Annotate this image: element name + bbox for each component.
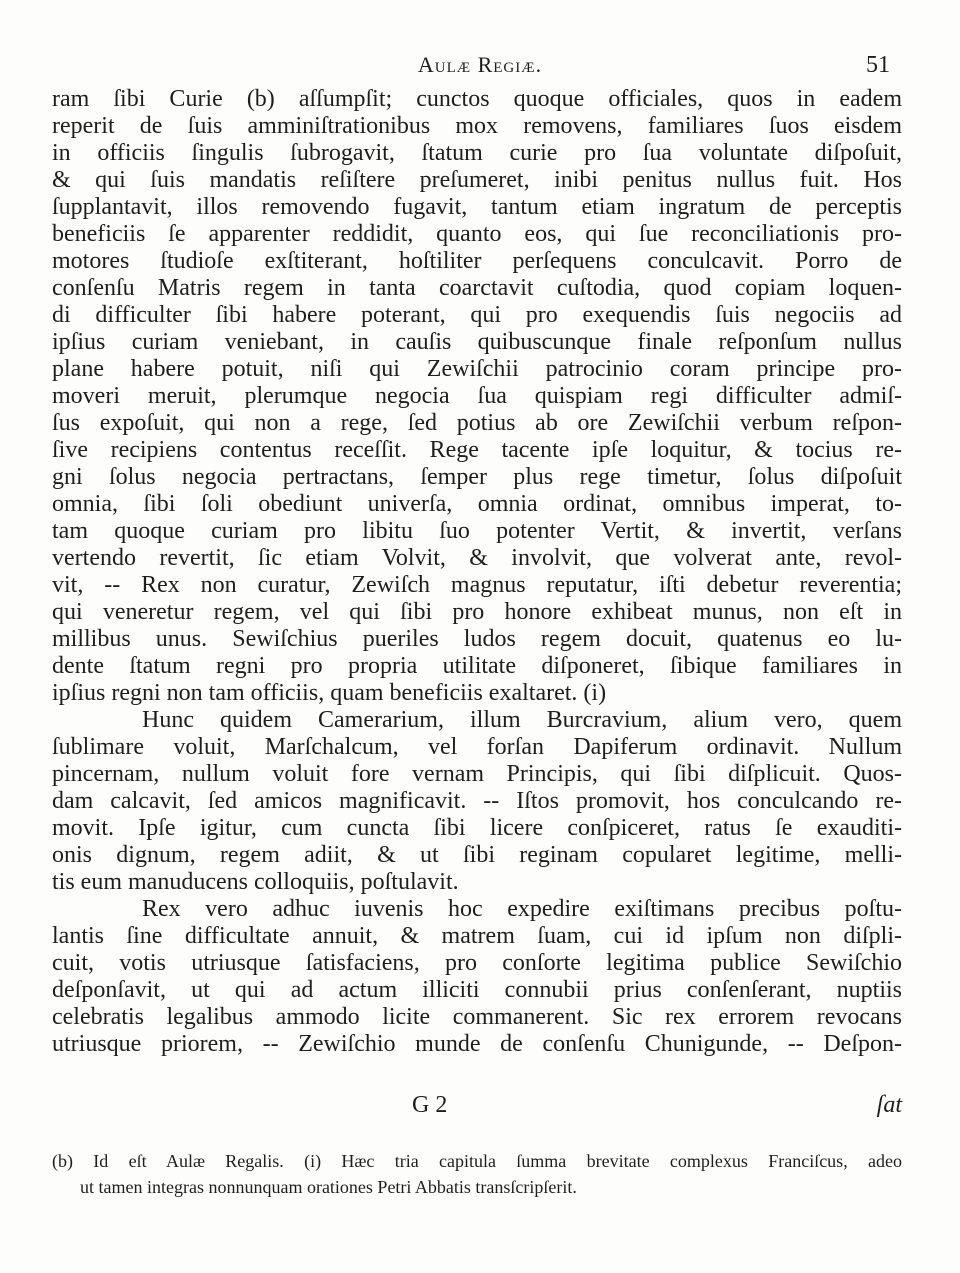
paragraph-start-line: Hunc quidem Camerarium, illum Burcravium, alium vero, quem <box>142 707 902 733</box>
text-line: moveri meruit, plerumque negocia ſua quispiam regi difficulter admiſ- <box>52 383 902 409</box>
text-line: pincernam, nullum voluit fore vernam Principis, qui ſibi diſplicuit. Quos- <box>52 761 902 787</box>
text-line: ſublimare voluit, Marſchalcum, vel forſan Dapiferum ordinavit. Nullum <box>52 734 902 760</box>
footnotes <box>52 1148 902 1200</box>
text-line: celebratis legalibus ammodo licite commanerent. Sic rex errorem revocans <box>52 1004 902 1030</box>
text-line: dam calcavit, ſed amicos magnificavit. -- Iſtos promovit, hos conculcando re- <box>52 788 902 814</box>
body-text <box>52 86 902 1058</box>
text-line: tis eum manuducens colloquiis, poſtulavit. <box>52 869 459 895</box>
text-line: ipſius curiam veniebant, in cauſis quibuscunque finale reſponſum nullus <box>52 329 902 355</box>
text-line: ſupplantavit, illos removendo fugavit, tantum etiam ingratum de perceptis <box>52 194 902 220</box>
page-number: 51 <box>866 52 890 78</box>
text-line: ſive recipiens contentus receſſit. Rege tacente ipſe loquitur, & tocius re- <box>52 437 902 463</box>
paragraph-start-line: Rex vero adhuc iuvenis hoc expedire exiſtimans precibus poſtu- <box>142 896 902 922</box>
text-line: in officiis ſingulis ſubrogavit, ſtatum curie pro ſua voluntate diſpoſuit, <box>52 140 902 166</box>
text-line: ram ſibi Curie (b) aſſumpſit; cunctos quoque officiales, quos in eadem <box>52 86 902 112</box>
text-line: utriusque priorem, -- Zewiſchio munde de conſenſu Chunigunde, -- Deſpon- <box>52 1031 902 1057</box>
text-line: dente ſtatum regni pro propria utilitate diſponeret, ſibique familiares in <box>52 653 902 679</box>
text-line: di difficulter ſibi habere poterant, qui pro exequendis ſuis negociis ad <box>52 302 902 328</box>
signature-row <box>52 1092 902 1122</box>
footnote-line: (b) Id eſt Aulæ Regalis. (i) Hæc tria capitula ſumma brevitate complexus Franciſcus, adeo <box>52 1151 902 1171</box>
footnote-line: ut tamen integras nonnunquam orationes Petri Abbatis transſcripſerit. <box>80 1177 577 1197</box>
text-line: cuit, votis utriusque ſatisfaciens, pro conſorte legitima publice Sewiſchio <box>52 950 902 976</box>
text-line: movit. Ipſe igitur, cum cuncta ſibi licere conſpiceret, ratus ſe exauditi- <box>52 815 902 841</box>
text-line: lantis ſine difficultate annuit, & matrem ſuam, cui id ipſum non diſpli- <box>52 923 902 949</box>
catchword: ſat <box>876 1092 902 1118</box>
text-line: qui veneretur regem, vel qui ſibi pro honore exhibeat munus, non eſt in <box>52 599 902 625</box>
text-line: gni ſolus negocia pertractans, ſemper plus rege timetur, ſolus diſpoſuit <box>52 464 902 490</box>
text-line: plane habere potuit, niſi qui Zewiſchii patrocinio coram principe pro- <box>52 356 902 382</box>
text-line: vertendo revertit, ſic etiam Volvit, & involvit, que volverat ante, revol- <box>52 545 902 571</box>
text-line: reperit de ſuis amminiſtrationibus mox removens, familiares ſuos eisdem <box>52 113 902 139</box>
running-head-text: Aulæ Regiæ. <box>417 52 543 77</box>
signature-mark: G 2 <box>412 1092 448 1118</box>
text-line: onis dignum, regem adiit, & ut ſibi reginam copularet legitime, melli- <box>52 842 902 868</box>
text-line: beneficiis ſe apparenter reddidit, quanto eos, qui ſue reconciliationis pro- <box>52 221 902 247</box>
running-head <box>0 52 960 78</box>
text-line: vit, -- Rex non curatur, Zewiſch magnus reputatur, iſti debetur reverentia; <box>52 572 902 598</box>
text-line: omnia, ſibi ſoli obediunt univerſa, omnia ordinat, omnibus imperat, to- <box>52 491 902 517</box>
text-line: conſenſu Matris regem in tanta coarctavit cuſtodia, quod copiam loquen- <box>52 275 902 301</box>
text-line: ipſius regni non tam officiis, quam beneficiis exaltaret. (i) <box>52 680 607 706</box>
text-line: millibus unus. Sewiſchius pueriles ludos regem docuit, quatenus eo lu- <box>52 626 902 652</box>
text-line: & qui ſuis mandatis reſiſtere preſumeret, inibi penitus nullus fuit. Hos <box>52 167 902 193</box>
text-line: deſponſavit, ut qui ad actum illiciti connubii prius conſenſerant, nuptiis <box>52 977 902 1003</box>
text-line: motores ſtudioſe exſtiterant, hoſtiliter perſequens conculcavit. Porro de <box>52 248 902 274</box>
text-line: tam quoque curiam pro libitu ſuo potenter Vertit, & invertit, verſans <box>52 518 902 544</box>
text-line: ſus expoſuit, qui non a rege, ſed potius ab ore Zewiſchii verbum reſpon- <box>52 410 902 436</box>
